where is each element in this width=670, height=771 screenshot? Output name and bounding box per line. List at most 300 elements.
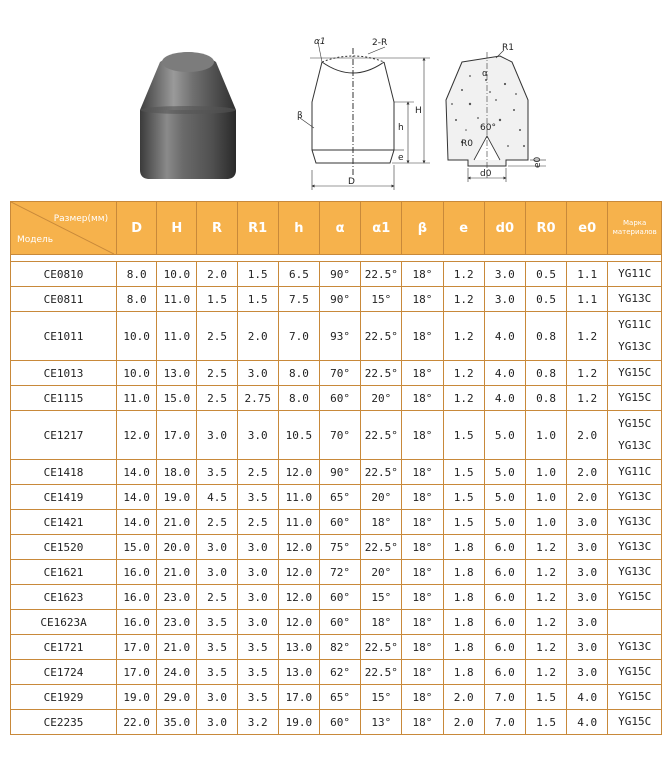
col-header-H: H	[157, 202, 197, 255]
size-unit-label: Размер(мм)	[53, 214, 109, 224]
cell-r1: 3.0	[237, 411, 278, 460]
cell-material-grade	[608, 361, 662, 386]
cell-beta: 18°	[402, 535, 443, 560]
cell-H: 21.0	[157, 560, 197, 585]
cell-e0: 3.0	[567, 660, 608, 685]
label-alpha: α	[482, 69, 488, 79]
cell-H: 21.0	[157, 635, 197, 660]
cell-h: 7.5	[278, 287, 319, 312]
cell-r0: 0.8	[525, 361, 566, 386]
cell-alpha1: 20°	[361, 386, 402, 411]
grade-label: YG13C	[618, 540, 652, 553]
cell-model: CE1623	[11, 585, 117, 610]
cell-d: 17.0	[117, 635, 157, 660]
cell-d0: 7.0	[484, 710, 525, 735]
cell-e0: 1.2	[567, 312, 608, 361]
cell-H: 23.0	[157, 610, 197, 635]
cell-model: CE2235	[11, 710, 117, 735]
cell-d0: 5.0	[484, 485, 525, 510]
cell-beta: 18°	[402, 361, 443, 386]
cell-r0: 1.2	[525, 560, 566, 585]
cell-d: 16.0	[117, 585, 157, 610]
table-row	[11, 312, 662, 361]
cell-model: CE1011	[11, 312, 117, 361]
cell-d: 10.0	[117, 361, 157, 386]
cell-alpha1: 22.5°	[361, 535, 402, 560]
cell-H: 17.0	[157, 411, 197, 460]
cell-e0: 3.0	[567, 560, 608, 585]
cell-material-grade	[608, 287, 662, 312]
cell-H: 11.0	[157, 287, 197, 312]
cell-d: 12.0	[117, 411, 157, 460]
col-header-d: D	[117, 202, 157, 255]
cell-H: 21.0	[157, 510, 197, 535]
cell-h: 12.0	[278, 535, 319, 560]
cell-alpha1: 15°	[361, 585, 402, 610]
grade-label: YG13C	[618, 640, 652, 653]
cell-beta: 18°	[402, 710, 443, 735]
cell-h: 11.0	[278, 485, 319, 510]
cell-d: 19.0	[117, 685, 157, 710]
cell-alpha1: 18°	[361, 610, 402, 635]
col-header-e0: e0	[567, 202, 608, 255]
table-row	[11, 610, 662, 635]
col-header-r0: R0	[525, 202, 566, 255]
grade-label: YG15C	[618, 665, 652, 678]
cell-r1: 3.5	[237, 660, 278, 685]
cell-beta: 18°	[402, 585, 443, 610]
grade-label: YG11C	[618, 318, 652, 331]
cell-alpha: 75°	[319, 535, 360, 560]
cell-e0: 3.0	[567, 510, 608, 535]
cell-alpha1: 18°	[361, 510, 402, 535]
cell-alpha1: 22.5°	[361, 262, 402, 287]
cell-model: CE1419	[11, 485, 117, 510]
cell-e0: 2.0	[567, 460, 608, 485]
label-h: h	[398, 123, 404, 133]
cell-model: CE0810	[11, 262, 117, 287]
label-H: H	[415, 106, 422, 116]
cell-e: 2.0	[443, 710, 484, 735]
cell-beta: 18°	[402, 312, 443, 361]
cell-beta: 18°	[402, 262, 443, 287]
label-e0: e0	[533, 156, 543, 168]
cell-alpha1: 22.5°	[361, 660, 402, 685]
cell-r1: 3.0	[237, 560, 278, 585]
grade-label: YG15C	[618, 417, 652, 430]
table-row	[11, 287, 662, 312]
table-row	[11, 685, 662, 710]
cell-r1: 3.0	[237, 535, 278, 560]
cell-alpha1: 15°	[361, 685, 402, 710]
cell-alpha1: 22.5°	[361, 411, 402, 460]
cell-e: 1.2	[443, 262, 484, 287]
grade-label: YG15C	[618, 715, 652, 728]
cell-e0: 1.1	[567, 287, 608, 312]
table-row	[11, 535, 662, 560]
cell-beta: 18°	[402, 635, 443, 660]
cell-h: 12.0	[278, 560, 319, 585]
label-beta: β	[297, 111, 303, 121]
cell-d: 22.0	[117, 710, 157, 735]
grade-label: YG15C	[618, 391, 652, 404]
table-row	[11, 510, 662, 535]
cell-model: CE1623A	[11, 610, 117, 635]
cell-e0: 2.0	[567, 411, 608, 460]
cell-d: 11.0	[117, 386, 157, 411]
cell-r1: 1.5	[237, 287, 278, 312]
cell-r1: 3.0	[237, 585, 278, 610]
button-bit-render	[140, 52, 236, 179]
col-header-alpha: α	[319, 202, 360, 255]
table-header-row	[11, 202, 662, 255]
cell-r0: 0.8	[525, 312, 566, 361]
cell-e0: 3.0	[567, 535, 608, 560]
label-e: e	[398, 153, 404, 163]
cell-e: 1.5	[443, 411, 484, 460]
cell-r: 4.5	[197, 485, 237, 510]
cell-H: 11.0	[157, 312, 197, 361]
grade-label: YG13C	[618, 439, 652, 452]
cell-alpha1: 22.5°	[361, 460, 402, 485]
cell-material-grade	[608, 460, 662, 485]
col-header-d0: d0	[484, 202, 525, 255]
cell-r: 2.5	[197, 312, 237, 361]
cell-alpha1: 13°	[361, 710, 402, 735]
product-figures	[0, 0, 670, 200]
table-row	[11, 386, 662, 411]
col-header-r: R	[197, 202, 237, 255]
col-header-beta: β	[402, 202, 443, 255]
cell-material-grade	[608, 312, 662, 361]
cell-r: 3.5	[197, 610, 237, 635]
cell-material-grade	[608, 485, 662, 510]
cell-r1: 2.5	[237, 510, 278, 535]
cell-material-grade	[608, 411, 662, 460]
cell-d0: 7.0	[484, 685, 525, 710]
table-row	[11, 361, 662, 386]
cell-r1: 1.5	[237, 262, 278, 287]
cell-H: 24.0	[157, 660, 197, 685]
col-header-h: h	[278, 202, 319, 255]
cell-alpha: 65°	[319, 685, 360, 710]
cell-H: 15.0	[157, 386, 197, 411]
grade-label: YG11C	[618, 465, 652, 478]
cell-r0: 1.5	[525, 710, 566, 735]
cell-beta: 18°	[402, 287, 443, 312]
cell-r1: 3.0	[237, 361, 278, 386]
cell-d: 14.0	[117, 460, 157, 485]
cell-e: 1.8	[443, 585, 484, 610]
grade-label: YG15C	[618, 366, 652, 379]
cell-r: 3.0	[197, 411, 237, 460]
cell-d: 8.0	[117, 287, 157, 312]
cell-H: 10.0	[157, 262, 197, 287]
cell-e0: 1.2	[567, 386, 608, 411]
cell-e: 1.5	[443, 460, 484, 485]
cell-alpha1: 22.5°	[361, 312, 402, 361]
cell-e: 1.8	[443, 535, 484, 560]
cell-h: 12.0	[278, 460, 319, 485]
cell-beta: 18°	[402, 485, 443, 510]
cell-H: 18.0	[157, 460, 197, 485]
grade-label: YG13C	[618, 292, 652, 305]
table-row	[11, 560, 662, 585]
grade-label: YG15C	[618, 590, 652, 603]
cell-beta: 18°	[402, 386, 443, 411]
cell-material-grade	[608, 262, 662, 287]
label-r1: R1	[502, 43, 514, 53]
cell-beta: 18°	[402, 560, 443, 585]
cell-e: 1.8	[443, 610, 484, 635]
cell-alpha1: 20°	[361, 560, 402, 585]
cell-r1: 2.0	[237, 312, 278, 361]
cell-H: 35.0	[157, 710, 197, 735]
grade-label: YG15C	[618, 690, 652, 703]
cell-d0: 6.0	[484, 585, 525, 610]
cell-beta: 18°	[402, 460, 443, 485]
cell-model: CE1418	[11, 460, 117, 485]
cell-r: 2.5	[197, 510, 237, 535]
cell-material-grade	[608, 560, 662, 585]
cell-material-grade	[608, 585, 662, 610]
cell-material-grade	[608, 386, 662, 411]
cell-H: 13.0	[157, 361, 197, 386]
cell-e0: 3.0	[567, 585, 608, 610]
grade-label: YG11C	[618, 267, 652, 280]
cell-r: 2.5	[197, 585, 237, 610]
cell-alpha: 90°	[319, 460, 360, 485]
cell-beta: 18°	[402, 685, 443, 710]
cell-H: 23.0	[157, 585, 197, 610]
cell-h: 6.5	[278, 262, 319, 287]
cell-e0: 3.0	[567, 635, 608, 660]
cell-d0: 3.0	[484, 287, 525, 312]
corner-header-cell	[11, 202, 117, 255]
cell-r1: 3.5	[237, 485, 278, 510]
cell-beta: 18°	[402, 610, 443, 635]
cell-H: 29.0	[157, 685, 197, 710]
col-header-material: Марка материалов	[608, 202, 662, 255]
cell-alpha: 90°	[319, 287, 360, 312]
cell-model: CE1013	[11, 361, 117, 386]
cell-d: 14.0	[117, 485, 157, 510]
cell-r: 3.5	[197, 660, 237, 685]
cell-material-grade	[608, 635, 662, 660]
cell-d: 14.0	[117, 510, 157, 535]
cell-r: 3.5	[197, 635, 237, 660]
header-spacer	[11, 255, 662, 262]
cell-r0: 0.5	[525, 262, 566, 287]
table-body	[11, 262, 662, 735]
table-row	[11, 660, 662, 685]
cell-r0: 1.2	[525, 610, 566, 635]
cell-alpha: 70°	[319, 411, 360, 460]
label-2r: 2-R	[372, 38, 388, 48]
cell-h: 19.0	[278, 710, 319, 735]
cell-d0: 4.0	[484, 312, 525, 361]
cell-r: 3.5	[197, 460, 237, 485]
cell-h: 8.0	[278, 361, 319, 386]
grade-label: YG13C	[618, 515, 652, 528]
label-D: D	[348, 177, 355, 187]
cell-material-grade	[608, 710, 662, 735]
table-row	[11, 710, 662, 735]
specifications-table	[10, 201, 662, 735]
cell-material-grade	[608, 510, 662, 535]
cell-beta: 18°	[402, 411, 443, 460]
cell-beta: 18°	[402, 660, 443, 685]
cell-d0: 4.0	[484, 386, 525, 411]
cell-beta: 18°	[402, 510, 443, 535]
cell-h: 13.0	[278, 660, 319, 685]
cell-alpha: 60°	[319, 510, 360, 535]
cell-alpha1: 20°	[361, 485, 402, 510]
cell-alpha1: 22.5°	[361, 635, 402, 660]
cell-d: 15.0	[117, 535, 157, 560]
cell-e: 1.2	[443, 386, 484, 411]
cell-model: CE1724	[11, 660, 117, 685]
cell-material-grade	[608, 685, 662, 710]
cell-r0: 1.2	[525, 660, 566, 685]
cell-alpha: 72°	[319, 560, 360, 585]
cell-alpha: 82°	[319, 635, 360, 660]
cell-r0: 1.5	[525, 685, 566, 710]
cross-section-drawing	[446, 50, 546, 182]
cell-model: CE1520	[11, 535, 117, 560]
cell-r: 2.0	[197, 262, 237, 287]
cell-model: CE1217	[11, 411, 117, 460]
cell-r0: 1.0	[525, 411, 566, 460]
cell-e: 1.5	[443, 485, 484, 510]
model-header-label: Модель	[17, 235, 54, 245]
cell-material-grade	[608, 535, 662, 560]
cell-e: 1.8	[443, 635, 484, 660]
cell-alpha: 65°	[319, 485, 360, 510]
cell-model: CE1929	[11, 685, 117, 710]
cell-h: 12.0	[278, 610, 319, 635]
cell-e: 1.2	[443, 312, 484, 361]
cell-e0: 4.0	[567, 710, 608, 735]
table-row	[11, 460, 662, 485]
grade-label: YG13C	[618, 565, 652, 578]
label-60: 60°	[480, 123, 496, 133]
cell-r0: 1.2	[525, 535, 566, 560]
col-header-alpha1: α1	[361, 202, 402, 255]
cell-alpha: 62°	[319, 660, 360, 685]
cell-d: 10.0	[117, 312, 157, 361]
cell-material-grade	[608, 610, 662, 635]
cell-r: 2.5	[197, 386, 237, 411]
col-header-r1: R1	[237, 202, 278, 255]
front-view-labels	[297, 37, 422, 187]
cell-H: 20.0	[157, 535, 197, 560]
cell-d0: 5.0	[484, 510, 525, 535]
grade-label: YG13C	[618, 490, 652, 503]
label-d0: d0	[480, 169, 492, 179]
label-r0: R0	[461, 139, 473, 149]
corner-diagonal	[11, 202, 114, 254]
table-row	[11, 262, 662, 287]
cell-d0: 6.0	[484, 560, 525, 585]
cell-e: 1.5	[443, 510, 484, 535]
cell-d0: 3.0	[484, 262, 525, 287]
cell-alpha: 90°	[319, 262, 360, 287]
cell-d0: 5.0	[484, 411, 525, 460]
cell-e0: 1.1	[567, 262, 608, 287]
cell-h: 8.0	[278, 386, 319, 411]
cell-r: 3.0	[197, 685, 237, 710]
cell-model: CE1621	[11, 560, 117, 585]
cell-e0: 4.0	[567, 685, 608, 710]
cell-e0: 2.0	[567, 485, 608, 510]
cell-r0: 1.0	[525, 485, 566, 510]
cell-r: 3.0	[197, 560, 237, 585]
cell-e0: 3.0	[567, 610, 608, 635]
cell-r0: 0.5	[525, 287, 566, 312]
cell-r0: 1.2	[525, 585, 566, 610]
cell-r0: 1.0	[525, 460, 566, 485]
cell-alpha1: 22.5°	[361, 361, 402, 386]
cell-h: 13.0	[278, 635, 319, 660]
cell-d0: 6.0	[484, 610, 525, 635]
cell-alpha: 60°	[319, 710, 360, 735]
cell-h: 11.0	[278, 510, 319, 535]
cell-h: 12.0	[278, 585, 319, 610]
cell-r: 1.5	[197, 287, 237, 312]
cell-h: 7.0	[278, 312, 319, 361]
cell-r1: 3.0	[237, 610, 278, 635]
cell-material-grade	[608, 660, 662, 685]
cell-d0: 6.0	[484, 660, 525, 685]
cell-d0: 6.0	[484, 535, 525, 560]
cell-model: CE1115	[11, 386, 117, 411]
cell-d: 17.0	[117, 660, 157, 685]
front-view-drawing	[300, 42, 430, 190]
cell-d0: 6.0	[484, 635, 525, 660]
table-row	[11, 411, 662, 460]
cell-alpha: 60°	[319, 386, 360, 411]
table-row	[11, 585, 662, 610]
cell-r0: 0.8	[525, 386, 566, 411]
cell-d0: 4.0	[484, 361, 525, 386]
cell-alpha: 93°	[319, 312, 360, 361]
cell-e: 1.2	[443, 287, 484, 312]
cell-r1: 3.5	[237, 635, 278, 660]
cell-e: 1.2	[443, 361, 484, 386]
cell-d: 8.0	[117, 262, 157, 287]
cell-h: 17.0	[278, 685, 319, 710]
cell-alpha: 60°	[319, 610, 360, 635]
table-row	[11, 635, 662, 660]
cell-d0: 5.0	[484, 460, 525, 485]
cell-e0: 1.2	[567, 361, 608, 386]
cell-e: 2.0	[443, 685, 484, 710]
cell-r: 3.0	[197, 710, 237, 735]
cell-r1: 3.2	[237, 710, 278, 735]
cell-r1: 2.5	[237, 460, 278, 485]
cell-r0: 1.0	[525, 510, 566, 535]
cell-model: CE0811	[11, 287, 117, 312]
cell-r: 3.0	[197, 535, 237, 560]
grade-label: YG13C	[618, 340, 652, 353]
cell-model: CE1421	[11, 510, 117, 535]
cell-r: 2.5	[197, 361, 237, 386]
cell-r0: 1.2	[525, 635, 566, 660]
cell-alpha1: 15°	[361, 287, 402, 312]
cell-r1: 2.75	[237, 386, 278, 411]
cell-e: 1.8	[443, 660, 484, 685]
